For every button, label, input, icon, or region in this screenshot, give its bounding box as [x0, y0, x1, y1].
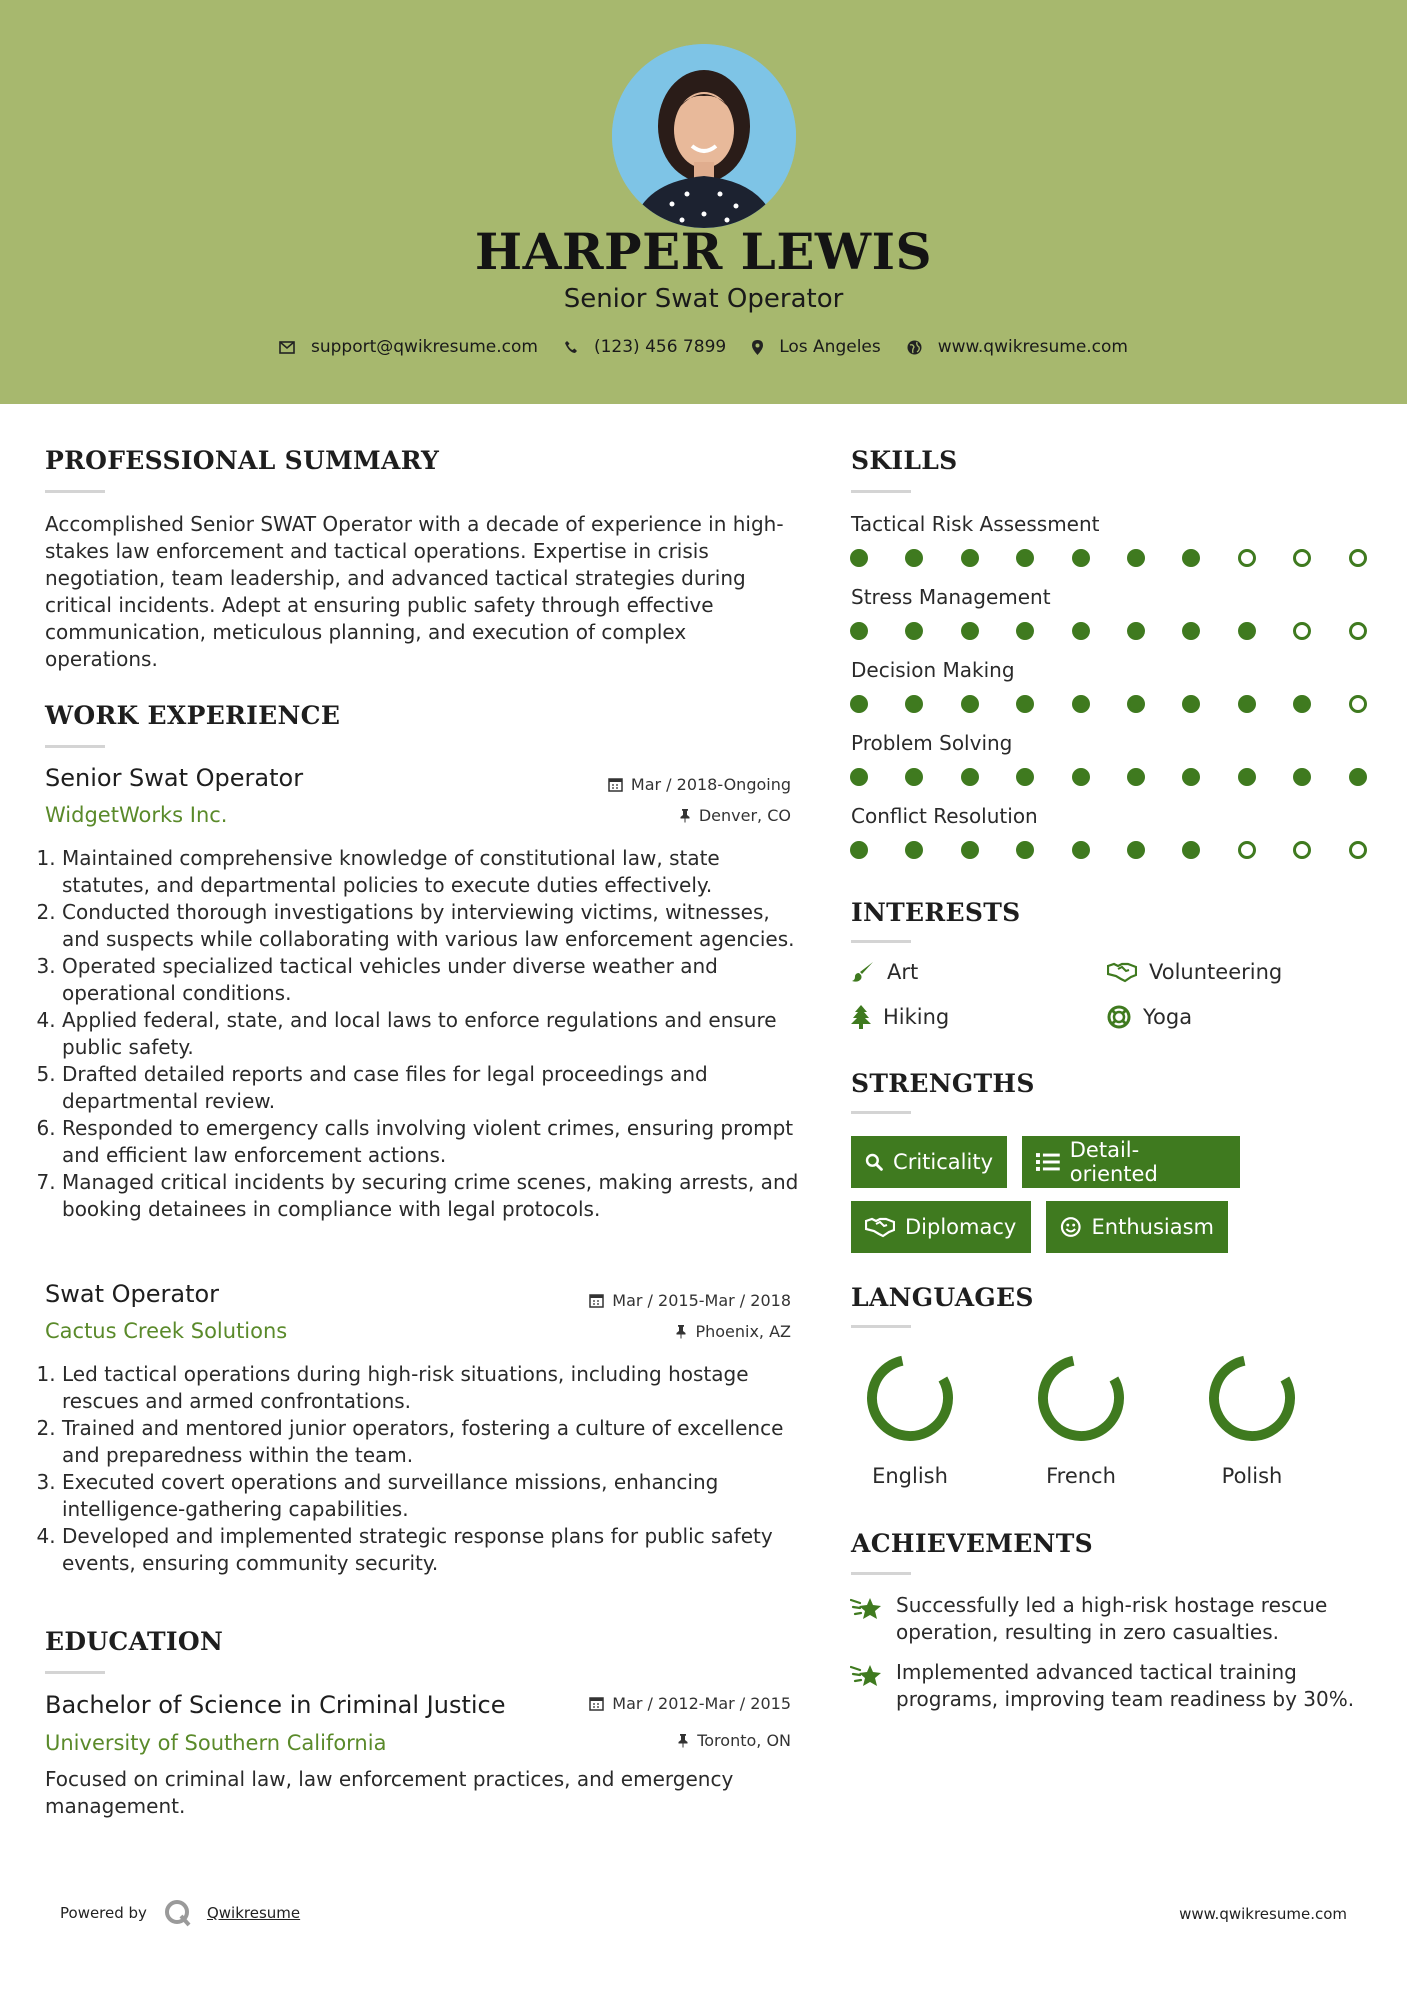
- pushpin-icon: [679, 808, 691, 823]
- qwikresume-link[interactable]: Qwikresume: [206, 1904, 301, 1922]
- skill-dot-filled: [1016, 841, 1034, 859]
- skill-dot-filled: [1127, 622, 1145, 640]
- language-ring: [1204, 1350, 1300, 1446]
- skill-dot-filled: [961, 622, 979, 640]
- paintbrush-icon: [851, 960, 875, 984]
- strength-tag-detail-oriented: Detail-oriented: [1022, 1136, 1240, 1188]
- job-duties-list: [42, 1361, 802, 1577]
- achievements-heading: ACHIEVEMENTS: [851, 1529, 1093, 1558]
- contact-location: [752, 337, 881, 357]
- language-label: Polish: [1221, 1464, 1283, 1488]
- contact-website[interactable]: [907, 337, 1128, 357]
- skill-dot-filled: [1127, 841, 1145, 859]
- job-location: Phoenix, AZ: [560, 1322, 791, 1341]
- skill-label: Decision Making: [851, 658, 1015, 682]
- header-banner: [0, 0, 1407, 404]
- skill-dot-empty: [1349, 695, 1367, 713]
- skill-dot-filled: [1182, 622, 1200, 640]
- language-ring: [1033, 1350, 1129, 1446]
- achievement-item: Successfully led a high-risk hostage rescue operation, resulting in zero casualties.: [850, 1592, 1360, 1646]
- skill-label: Tactical Risk Assessment: [851, 512, 1100, 536]
- tree-icon: [851, 1005, 871, 1029]
- interest-yoga: Yoga: [1107, 1005, 1192, 1029]
- lifebuoy-icon: [1107, 1005, 1131, 1029]
- skill-label: Stress Management: [851, 585, 1051, 609]
- skill-dot-filled: [1016, 768, 1034, 786]
- footer-website[interactable]: www.qwikresume.com: [1179, 1905, 1347, 1923]
- handshake-icon: [865, 1216, 895, 1238]
- skill-dot-empty: [1293, 549, 1311, 567]
- skill-dot-filled: [850, 695, 868, 713]
- skill-dot-filled: [1072, 622, 1090, 640]
- skill-dot-filled: [1349, 768, 1367, 786]
- skill-dot-filled: [1127, 695, 1145, 713]
- contact-phone[interactable]: [564, 337, 726, 357]
- skill-dot-filled: [1182, 841, 1200, 859]
- language-ring-arc: [1204, 1350, 1300, 1446]
- skill-dot-filled: [905, 695, 923, 713]
- achievements-rule: [851, 1572, 911, 1575]
- language-label: English: [872, 1464, 948, 1488]
- profile-photo: [612, 44, 796, 228]
- skill-dot-filled: [1127, 549, 1145, 567]
- interests-rule: [851, 940, 911, 943]
- job-duties-list: [42, 845, 802, 1223]
- list-item: 1. Led tactical operations during high-risk situations, including hostage rescues and armed confrontations.: [62, 1361, 802, 1415]
- qwikresume-logo-icon: [163, 1898, 193, 1928]
- website-text: www.qwikresume.com: [937, 337, 1128, 357]
- education-text: Focused on criminal law, law enforcement practices, and emergency management.: [45, 1767, 734, 1818]
- languages-rule: [851, 1325, 911, 1328]
- candidate-role: Senior Swat Operator: [563, 284, 844, 314]
- education-location: Toronto, ON: [560, 1731, 791, 1750]
- list-item: 7. Managed critical incidents by securing crime scenes, making arrests, and booking detainees in compliance with legal protocols.: [62, 1169, 802, 1223]
- skill-dot-filled: [850, 841, 868, 859]
- skill-dot-filled: [1016, 549, 1034, 567]
- skills-heading: SKILLS: [851, 446, 958, 475]
- list-item: 3. Executed covert operations and surveillance missions, enhancing intelligence-gathering capabilities.: [62, 1469, 802, 1523]
- strengths-heading: STRENGTHS: [851, 1069, 1035, 1098]
- job-company: WidgetWorks Inc.: [45, 803, 228, 827]
- map-pin-icon: [752, 340, 763, 355]
- job-location: Denver, CO: [560, 806, 791, 825]
- skill-dot-filled: [1072, 768, 1090, 786]
- interest-volunteering: Volunteering: [1107, 960, 1282, 984]
- skill-dot-filled: [905, 549, 923, 567]
- skill-dot-filled: [961, 841, 979, 859]
- calendar-icon: [589, 1696, 604, 1711]
- skill-dot-empty: [1293, 841, 1311, 859]
- shooting-star-icon: [850, 1594, 884, 1622]
- calendar-icon: [608, 777, 623, 792]
- pushpin-icon: [675, 1324, 687, 1339]
- contact-bar: [0, 337, 1407, 357]
- envelope-icon: [279, 341, 295, 354]
- strength-tag-criticality: Criticality: [851, 1136, 1007, 1188]
- skill-dot-filled: [1016, 695, 1034, 713]
- skill-dot-empty: [1349, 549, 1367, 567]
- strength-tag-enthusiasm: Enthusiasm: [1046, 1201, 1228, 1253]
- skill-rating: [850, 768, 1364, 788]
- achievement-item: Implemented advanced tactical training programs, improving team readiness by 30%.: [850, 1659, 1360, 1713]
- interest-art: Art: [851, 960, 918, 984]
- skill-dot-filled: [961, 695, 979, 713]
- list-item: 4. Applied federal, state, and local laws to enforce regulations and ensure public safety.: [62, 1007, 802, 1061]
- skill-dot-filled: [1072, 549, 1090, 567]
- skill-dot-filled: [1182, 695, 1200, 713]
- skill-dot-filled: [850, 549, 868, 567]
- list-item: 1. Maintained comprehensive knowledge of constitutional law, state statutes, and departmental policies to execute duties effectively.: [62, 845, 802, 899]
- skill-dot-filled: [961, 549, 979, 567]
- skill-dot-filled: [1293, 768, 1311, 786]
- email-text: support@qwikresume.com: [311, 337, 538, 357]
- skill-dot-filled: [905, 841, 923, 859]
- location-text: Los Angeles: [779, 337, 881, 357]
- skill-dot-filled: [1182, 768, 1200, 786]
- interests-heading: INTERESTS: [851, 898, 1021, 927]
- skill-dot-filled: [1182, 549, 1200, 567]
- interest-hiking: Hiking: [851, 1005, 949, 1029]
- skill-dot-empty: [1349, 841, 1367, 859]
- calendar-icon: [589, 1293, 604, 1308]
- skill-dot-filled: [1238, 768, 1256, 786]
- job-title: Senior Swat Operator: [45, 764, 304, 792]
- pushpin-icon: [677, 1733, 689, 1748]
- education-heading: EDUCATION: [45, 1627, 224, 1656]
- experience-rule: [45, 745, 105, 748]
- skill-dot-empty: [1293, 622, 1311, 640]
- job-company: Cactus Creek Solutions: [45, 1319, 288, 1343]
- skill-dot-filled: [850, 768, 868, 786]
- job-title: Swat Operator: [45, 1280, 220, 1308]
- skill-rating: [850, 549, 1364, 569]
- summary-rule: [45, 490, 105, 493]
- skills-rule: [851, 490, 911, 493]
- job-dates: Mar / 2018-Ongoing: [560, 775, 791, 794]
- skill-rating: [850, 622, 1364, 642]
- candidate-name: HARPER LEWIS: [474, 222, 933, 281]
- list-item: 2. Trained and mentored junior operators, fostering a culture of excellence and preparedness within the team.: [62, 1415, 802, 1469]
- strengths-rule: [851, 1111, 911, 1114]
- list-item: 4. Developed and implemented strategic response plans for public safety events, ensuring community security.: [62, 1523, 802, 1577]
- school-name: University of Southern California: [45, 1731, 387, 1755]
- list-item: 5. Drafted detailed reports and case files for legal proceedings and departmental review.: [62, 1061, 802, 1115]
- list-icon: [1036, 1152, 1060, 1172]
- experience-heading: WORK EXPERIENCE: [45, 701, 341, 730]
- strength-tag-diplomacy: Diplomacy: [851, 1201, 1031, 1253]
- language-label: French: [1046, 1464, 1116, 1488]
- skill-dot-empty: [1238, 549, 1256, 567]
- skill-label: Problem Solving: [851, 731, 1013, 755]
- skill-dot-filled: [1016, 622, 1034, 640]
- skill-dot-filled: [1238, 622, 1256, 640]
- summary-heading: PROFESSIONAL SUMMARY: [45, 446, 440, 475]
- skill-dot-filled: [905, 768, 923, 786]
- list-item: 6. Responded to emergency calls involving violent crimes, ensuring prompt and efficient law enforcement actions.: [62, 1115, 802, 1169]
- education-rule: [45, 1671, 105, 1674]
- skill-dot-filled: [1127, 768, 1145, 786]
- skill-dot-filled: [1238, 695, 1256, 713]
- smile-icon: [1060, 1216, 1082, 1238]
- skill-dot-empty: [1349, 622, 1367, 640]
- contact-email[interactable]: [279, 337, 538, 357]
- list-item: 3. Operated specialized tactical vehicles under diverse weather and operational conditions.: [62, 953, 802, 1007]
- globe-icon: [907, 340, 922, 355]
- language-ring-arc: [1033, 1350, 1129, 1446]
- powered-by: [60, 1898, 300, 1928]
- skill-dot-filled: [1072, 841, 1090, 859]
- languages-heading: LANGUAGES: [851, 1283, 1034, 1312]
- summary-text: Accomplished Senior SWAT Operator with a decade of experience in high-stakes law enforcement and tactical operations. Expertise in crisis negotiation, team leadership, and advanced tactical strategies during critical incidents. Adept at ensuring public safety through effective communication, meticulous planning, and execution of complex operations.: [45, 512, 784, 671]
- skill-dot-filled: [850, 622, 868, 640]
- job-dates: Mar / 2015-Mar / 2018: [540, 1291, 791, 1310]
- skill-dot-filled: [961, 768, 979, 786]
- search-icon: [865, 1151, 883, 1173]
- skill-dot-empty: [1238, 841, 1256, 859]
- education-dates: Mar / 2012-Mar / 2015: [540, 1694, 791, 1713]
- skill-rating: [850, 841, 1364, 861]
- skill-dot-filled: [905, 622, 923, 640]
- degree-title: Bachelor of Science in Criminal Justice: [45, 1691, 506, 1719]
- shooting-star-icon: [850, 1661, 884, 1689]
- language-ring: [862, 1350, 958, 1446]
- powered-by-label: Powered by: [60, 1904, 147, 1922]
- skill-label: Conflict Resolution: [851, 804, 1038, 828]
- phone-icon: [564, 340, 578, 354]
- phone-text: (123) 456 7899: [593, 337, 727, 357]
- skill-dot-filled: [1072, 695, 1090, 713]
- list-item: 2. Conducted thorough investigations by interviewing victims, witnesses, and suspects while collaborating with various law enforcement agencies.: [62, 899, 802, 953]
- language-ring-arc: [862, 1350, 958, 1446]
- skill-rating: [850, 695, 1364, 715]
- skill-dot-filled: [1293, 695, 1311, 713]
- handshake-icon: [1107, 961, 1137, 983]
